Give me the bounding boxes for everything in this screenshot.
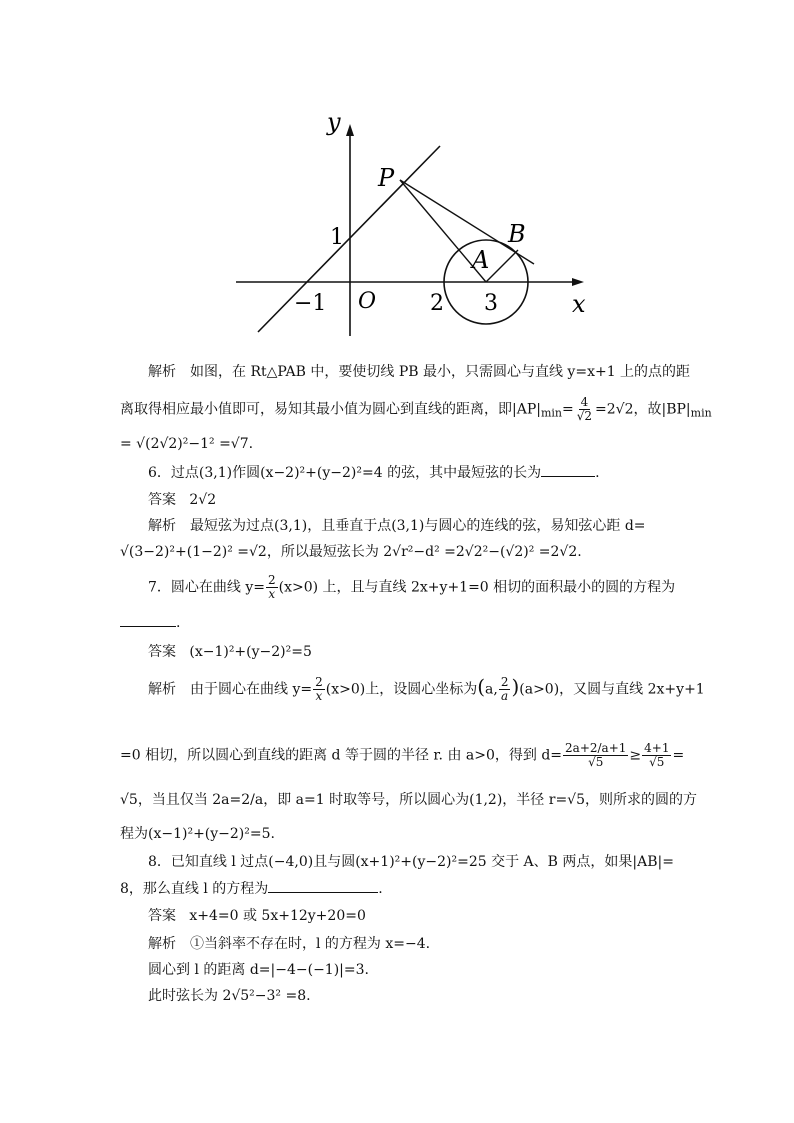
label-x: x: [572, 290, 586, 318]
right-paren: ): [511, 674, 520, 699]
question7-line1: [148, 574, 675, 601]
solution7-post: (a>0)，又圆与直线 2x+y+1: [519, 681, 705, 698]
solution7-pre: 解析 由于圆心在曲线 y=: [148, 681, 313, 698]
line-y-eq-x-plus-1: [258, 146, 440, 332]
fraction-2-over-x: [313, 676, 325, 703]
question7-end: .: [176, 615, 181, 631]
coordinate-diagram: [228, 98, 594, 350]
solution5-line2: [120, 396, 712, 424]
answer-label: 答案: [148, 492, 176, 508]
fraction-den: √2: [576, 409, 593, 423]
question8-line1: 8．已知直线 l 过点(−4,0)且与圆(x+1)²+(y−2)²=25 交于 A、B 两点，如果|AB|=: [148, 854, 674, 870]
solution5-line3: = √(2√2)²−1² =√7.: [120, 436, 254, 452]
fraction-num: 4: [580, 395, 589, 409]
question7-post: (x>0) 上，且与直线 2x+y+1=0 相切的面积最小的圆的方程为: [278, 579, 676, 596]
answer-label: 答案: [148, 908, 176, 924]
answer-label: 答案: [148, 644, 176, 660]
fraction-den: a: [501, 689, 509, 703]
solution5-line2-pre: 离取得相应最小值即可，易知其最小值为圆心到直线的距离，即|AP|: [120, 401, 541, 418]
solution5-line1: 解析 如图，在 Rt△PAB 中，要使切线 PB 最小，只需圆心与直线 y=x+1 上的点的距: [148, 364, 691, 380]
label-A: A: [472, 246, 490, 274]
answer7-value: (x−1)²+(y−2)²=5: [189, 644, 312, 660]
segment-AB: [486, 250, 518, 282]
fraction-2-over-a: [499, 676, 511, 703]
solution7-mid: (x>0)上，设圆心坐标为: [325, 681, 478, 698]
fraction-den: x: [268, 587, 276, 601]
answer-blank: [268, 878, 378, 893]
equals-sign: =: [672, 747, 685, 764]
fraction-4-over-root2: [575, 396, 594, 423]
ge-sign: ≥: [629, 747, 642, 764]
min-subscript-2: min: [690, 406, 712, 420]
fraction-num: 2: [315, 675, 323, 689]
answer6: [148, 490, 216, 510]
label-three: 3: [484, 291, 498, 316]
y-axis-arrow: [346, 124, 354, 136]
left-paren: (: [477, 674, 486, 699]
fraction-num: 4+1: [644, 741, 670, 755]
answer6-value: 2√2: [189, 492, 217, 508]
fraction-2-over-x: [266, 574, 278, 601]
solution6-line2: √(3−2)²+(1−2)² =√2，所以最短弦长为 2√r²−d² =2√2²−(√2)² =2√2.: [120, 544, 582, 560]
question8-text: 8，那么直线 l 的方程为: [120, 881, 269, 897]
solution8-line1: 解析 ①当斜率不存在时，l 的方程为 x=−4.: [148, 936, 431, 952]
fraction-num: 2: [268, 573, 276, 587]
fraction-den: √5: [649, 755, 665, 769]
question6-text: 6．过点(3,1)作圆(x−2)²+(y−2)²=4 的弦，其中最短弦的长为: [148, 465, 542, 481]
label-one: 1: [330, 225, 344, 250]
question6-end: .: [595, 465, 600, 481]
solution5-line2-post: =2√2，故|BP|: [595, 401, 691, 418]
question8-end: .: [378, 881, 383, 897]
answer8-value: x+4=0 或 5x+12y+20=0: [189, 908, 366, 924]
label-neg-one: −1: [294, 291, 327, 316]
min-subscript-1: min: [540, 406, 563, 420]
answer-blank: [541, 462, 595, 477]
solution8-line3: 此时弦长为 2√5²−3² =8.: [148, 988, 311, 1004]
answer-blank: [120, 612, 176, 627]
solution7-line4: 程为(x−1)²+(y−2)²=5.: [120, 826, 275, 842]
solution8-line2: 圆心到 l 的距离 d=|−4−(−1)|=3.: [148, 962, 369, 978]
label-P: P: [378, 164, 395, 192]
label-B: B: [508, 220, 526, 248]
fraction-den: x: [315, 689, 323, 703]
label-y: y: [327, 108, 341, 136]
solution7-line1: [148, 676, 705, 703]
fraction-distance: [563, 742, 628, 769]
label-two: 2: [430, 291, 444, 316]
geometry-figure: [228, 98, 594, 350]
solution7-line2-pre: =0 相切，所以圆心到直线的距离 d 等于圆的半径 r. 由 a>0，得到 d=: [120, 747, 563, 764]
label-origin: O: [358, 289, 377, 314]
coord-a: a,: [485, 681, 498, 698]
fraction-den: √5: [588, 755, 604, 769]
question7-pre: 7．圆心在曲线 y=: [148, 579, 265, 596]
fraction-num: 2a+2/a+1: [565, 741, 627, 755]
solution6-line1: 解析 最短弦为过点(3,1)，且垂直于点(3,1)与圆心的连线的弦，易知弦心距 d=: [148, 518, 646, 534]
answer7: [148, 642, 312, 662]
question7-line2: [120, 612, 180, 633]
answer8: [148, 906, 366, 926]
solution7-line3: √5，当且仅当 2a=2/a，即 a=1 时取等号，所以圆心为(1,2)，半径 r=√5，则所求的圆的方: [120, 792, 698, 808]
fraction-5-over-root5: [642, 742, 671, 769]
x-axis-arrow: [572, 278, 584, 286]
equals-sign: =: [562, 401, 574, 418]
question8-line2: [120, 878, 383, 899]
fraction-num: 2: [500, 675, 509, 689]
question6: [148, 462, 600, 483]
solution7-line2: [120, 742, 684, 769]
